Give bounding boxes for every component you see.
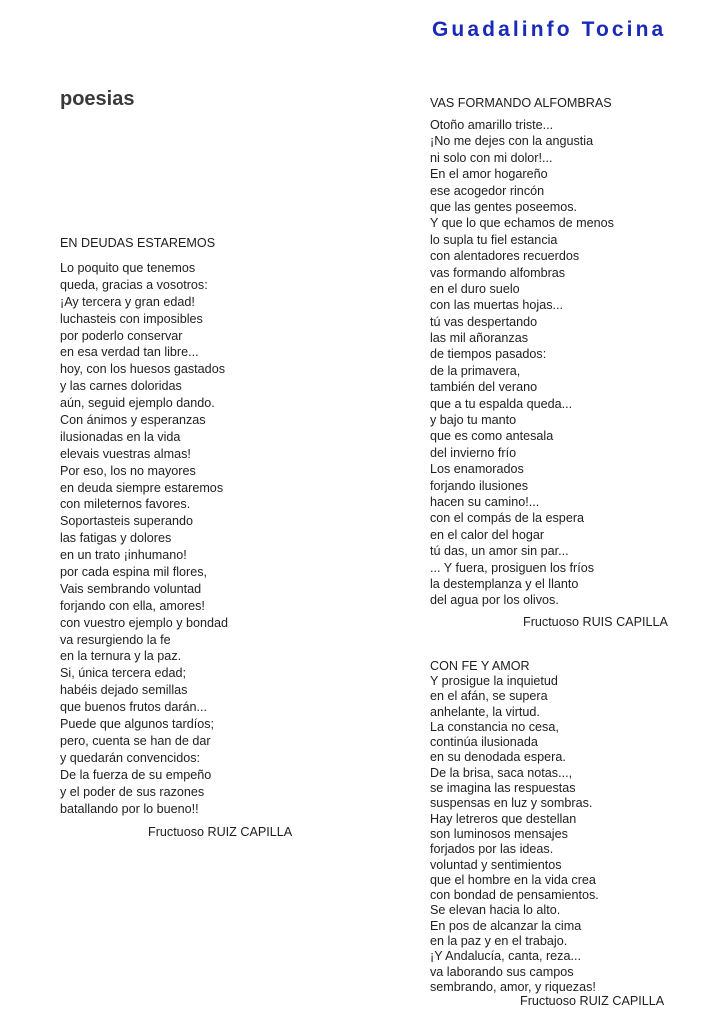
poem-line: que a tu espalda queda... xyxy=(430,396,573,411)
poem-line: queda, gracias a vosotros: xyxy=(60,277,208,292)
poem-line: ¡Ay tercera y gran edad! xyxy=(60,294,195,309)
poem-author: Fructuoso RUIZ CAPILLA xyxy=(520,994,665,1009)
poem-line: ¡No me dejes con la angustia xyxy=(430,134,594,149)
poem-line: y las carnes doloridas xyxy=(60,379,182,394)
poem-line: Se elevan hacia lo alto. xyxy=(430,903,561,918)
poem-line: forjados por las ideas. xyxy=(430,842,554,857)
poem-line: Puede que algunos tardíos; xyxy=(60,717,215,732)
poem-line: Por eso, los no mayores xyxy=(60,463,196,478)
poem-line: Y prosigue la inquietud xyxy=(430,674,558,688)
poem-line: Los enamorados xyxy=(430,462,524,477)
poem-line: en un trato ¡inhumano! xyxy=(60,548,187,563)
poem-line: con bondad de pensamientos. xyxy=(430,888,599,903)
poem-line: La constancia no cesa, xyxy=(430,719,559,734)
poem-line: Vais sembrando voluntad xyxy=(60,581,202,596)
poem-line: por poderlo conservar xyxy=(60,328,183,343)
poem-line: son luminosos mensajes xyxy=(430,826,568,841)
poem-line: suspensas en luz y sombras. xyxy=(430,796,593,811)
poem-line: y quedarán convencidos: xyxy=(60,750,201,765)
poem-line: en el duro suelo xyxy=(430,281,520,296)
poem-line: en la ternura y la paz. xyxy=(60,649,182,664)
poem-line: se imagina las respuestas xyxy=(430,781,576,796)
poem-line: por cada espina mil flores, xyxy=(60,565,207,580)
poem-author: Fructuoso RUIS CAPILLA xyxy=(523,614,668,629)
poem-title: EN DEUDAS ESTAREMOS xyxy=(60,236,216,250)
poem-lines xyxy=(430,674,664,995)
poem-line: en su denodada espera. xyxy=(430,750,566,765)
poem-line: y bajo tu manto xyxy=(430,413,517,428)
poem-line: luchasteis con imposibles xyxy=(60,311,203,326)
poem-en-deudas-estaremos xyxy=(60,234,292,839)
poem-line: forjando con ella, amores! xyxy=(60,598,205,613)
poem-line: De la fuerza de su empeño xyxy=(60,767,212,782)
poem-line: va resurgiendo la fe xyxy=(60,632,171,647)
poem-line: de tiempos pasados: xyxy=(430,347,547,362)
poem-line: sembrando, amor, y riquezas! xyxy=(430,979,596,994)
poem-line: va laborando sus campos xyxy=(430,964,574,979)
poem-line: con las muertas hojas... xyxy=(430,298,563,313)
poem-line: pero, cuenta se han de dar xyxy=(60,733,211,748)
poem-line: ... Y fuera, prosiguen los fríos xyxy=(430,560,595,575)
poem-vas-formando-alfombras xyxy=(430,94,668,629)
poem-lines xyxy=(60,260,292,817)
poem-line: de la primavera, xyxy=(430,363,521,378)
poem-title: CON FE Y AMOR xyxy=(430,659,530,673)
poem-line: en la paz y en el trabajo. xyxy=(430,934,568,949)
poem-line: forjando ilusiones xyxy=(430,478,529,493)
poem-line: ilusionadas en la vida xyxy=(60,429,181,444)
poem-line: con el compás de la espera xyxy=(430,511,585,526)
poem-line: ese acogedor rincón xyxy=(430,183,545,198)
poem-line: En pos de alcanzar la cima xyxy=(430,918,582,933)
poem-line: lo supla tu fiel estancia xyxy=(430,232,558,247)
poem-line: anhelante, la virtud. xyxy=(430,704,540,719)
poem-line: con alentadores recuerdos xyxy=(430,249,580,264)
poem-line: habéis dejado semillas xyxy=(60,683,188,698)
poem-line: elevais vuestras almas! xyxy=(60,446,191,461)
poem-line: continúa ilusionada xyxy=(430,735,538,750)
poem-line: hoy, con los huesos gastados xyxy=(60,362,225,377)
poem-line: en esa verdad tan libre... xyxy=(60,345,199,360)
poem-line: vas formando alfombras xyxy=(430,265,566,280)
poem-line: batallando por lo bueno!! xyxy=(60,801,199,816)
poem-line: tú vas despertando xyxy=(430,314,538,329)
poem-line: Lo poquito que tenemos xyxy=(60,261,196,275)
poem-line: Hay letreros que destellan xyxy=(430,811,577,826)
section-title: poesias xyxy=(60,88,135,110)
poem-line: del agua por los olivos. xyxy=(430,593,559,608)
poem-line: la destemplanza y el llanto xyxy=(430,576,579,591)
poem-line: del invierno frío xyxy=(430,445,517,460)
poem-line: ni solo con mi dolor!... xyxy=(430,150,553,165)
poem-line: las mil añoranzas xyxy=(430,331,528,346)
poem-con-fe-y-amor xyxy=(430,658,664,1008)
poem-line: hacen su camino!... xyxy=(430,494,540,509)
poem-title: VAS FORMANDO ALFOMBRAS xyxy=(430,96,612,110)
poem-line: ¡Y Andalucía, canta, reza... xyxy=(430,949,581,964)
poem-line: De la brisa, saca notas..., xyxy=(430,765,573,780)
poem-line: que es como antesala xyxy=(430,429,554,444)
poem-line: tú das, un amor sin par... xyxy=(430,544,569,559)
poem-line: Y que lo que echamos de menos xyxy=(430,216,614,231)
poem-line: en deuda siempre estaremos xyxy=(60,480,224,495)
poem-line: en el calor del hogar xyxy=(430,527,545,542)
poem-line: con vuestro ejemplo y bondad xyxy=(60,615,229,630)
poem-lines xyxy=(430,117,668,609)
poem-line: que las gentes poseemos. xyxy=(430,199,578,214)
poem-line: Si, única tercera edad; xyxy=(60,666,187,681)
poem-author: Fructuoso RUIZ CAPILLA xyxy=(148,825,293,840)
poem-line: que buenos frutos darán... xyxy=(60,700,208,715)
poem-line: Otoño amarillo triste... xyxy=(430,118,554,132)
poem-line: voluntad y sentimientos xyxy=(430,857,562,872)
poem-line: también del verano xyxy=(430,380,538,395)
poem-line: aún, seguid ejemplo dando. xyxy=(60,396,215,411)
poem-line: en el afán, se supera xyxy=(430,689,548,704)
poem-line: Soportasteis superando xyxy=(60,514,194,529)
poem-line: En el amor hogareño xyxy=(430,167,548,182)
poem-line: y el poder de sus razones xyxy=(60,784,205,799)
brand-header: Guadalinfo Tocina xyxy=(432,18,667,41)
poem-line: que el hombre en la vida crea xyxy=(430,872,596,887)
poem-line: con mileternos favores. xyxy=(60,497,191,512)
poem-line: Con ánimos y esperanzas xyxy=(60,413,206,428)
poem-line: las fatigas y dolores xyxy=(60,531,172,546)
